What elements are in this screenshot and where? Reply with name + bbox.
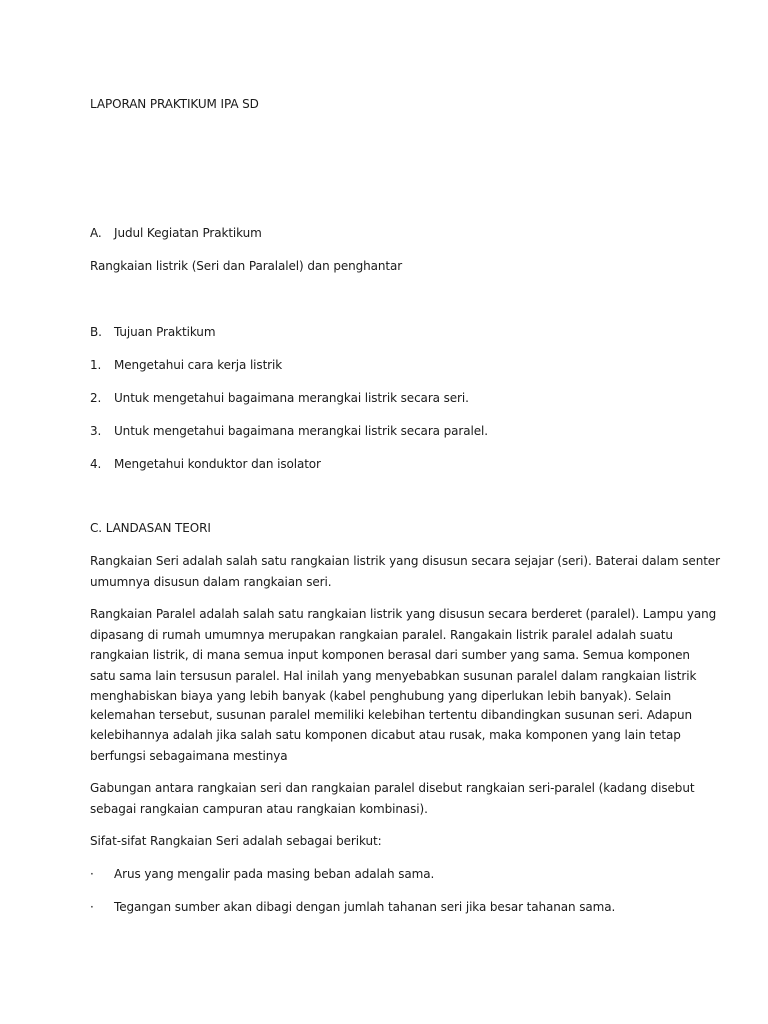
bullet-item (90, 864, 434, 885)
list-item-text: Untuk mengetahui bagaimana merangkai listrik secara paralel. (114, 424, 488, 438)
section-c-heading: C. LANDASAN TEORI (90, 521, 211, 535)
list-item-text: Untuk mengetahui bagaimana merangkai listrik secara seri. (114, 391, 469, 405)
section-a-text: Rangkaian listrik (Seri dan Paralalel) dan penghantar (90, 259, 403, 273)
section-a-heading (90, 223, 262, 244)
bullet-mark: · (90, 900, 94, 914)
list-item (90, 388, 469, 409)
paragraph-line: umumnya disusun dalam rangkaian seri. (90, 575, 332, 589)
paragraph-line: Rangkaian Seri adalah salah satu rangkaian listrik yang disusun secara sejajar (seri). Baterai dalam senter (90, 554, 720, 568)
paragraph-line: Gabungan antara rangkaian seri dan rangkaian paralel disebut rangkaian seri-paralel (kadang disebut (90, 781, 695, 795)
paragraph-line: berfungsi sebagaimana mestinya (90, 749, 288, 763)
paragraph-line: menghabiskan biaya yang lebih banyak (kabel penghubung yang diperlukan lebih banyak). Selain (90, 689, 672, 703)
list-item (90, 421, 488, 442)
bullet-item (90, 897, 615, 918)
paragraph-line: kelebihannya adalah jika salah satu komponen dicabut atau rusak, maka komponen yang lain tetap (90, 728, 681, 742)
paragraph-line: dipasang di rumah umumnya merupakan rangkaian paralel. Rangakain listrik paralel adalah suatu (90, 628, 673, 642)
section-a-title: Judul Kegiatan Praktikum (114, 226, 262, 240)
paragraph-line: satu sama lain tersusun paralel. Hal inilah yang menyebabkan susunan paralel dalam rangkaian listrik (90, 669, 697, 683)
bullet-mark: · (90, 867, 94, 881)
list-item-number: 2. (90, 391, 102, 405)
doc-title: LAPORAN PRAKTIKUM IPA SD (90, 97, 259, 111)
paragraph-line: Rangkaian Paralel adalah salah satu rangkaian listrik yang disusun secara berderet (paralel). Lampu yang (90, 607, 717, 621)
bullet-text: Arus yang mengalir pada masing beban adalah sama. (114, 867, 435, 881)
list-item (90, 454, 321, 475)
list-item-text: Mengetahui konduktor dan isolator (114, 457, 321, 471)
list-item-number: 1. (90, 358, 102, 372)
bullet-text: Tegangan sumber akan dibagi dengan jumlah tahanan seri jika besar tahanan sama. (114, 900, 616, 914)
list-item (90, 355, 282, 376)
paragraph-line: sebagai rangkaian campuran atau rangkaian kombinasi). (90, 802, 428, 816)
section-b-letter: B. (90, 325, 102, 339)
paragraph-line: Sifat-sifat Rangkaian Seri adalah sebagai berikut: (90, 834, 382, 848)
list-item-number: 3. (90, 424, 102, 438)
paragraph-line: rangkaian listrik, di mana semua input komponen berasal dari sumber yang sama. Semua komponen (90, 648, 690, 662)
section-b-heading (90, 322, 215, 343)
paragraph-line: kelemahan tersebut, susunan paralel memiliki kelebihan tertentu dibandingkan susunan seri. Adapun (90, 708, 693, 722)
section-b-title: Tujuan Praktikum (114, 325, 216, 339)
list-item-text: Mengetahui cara kerja listrik (114, 358, 283, 372)
section-a-letter: A. (90, 226, 102, 240)
list-item-number: 4. (90, 457, 102, 471)
